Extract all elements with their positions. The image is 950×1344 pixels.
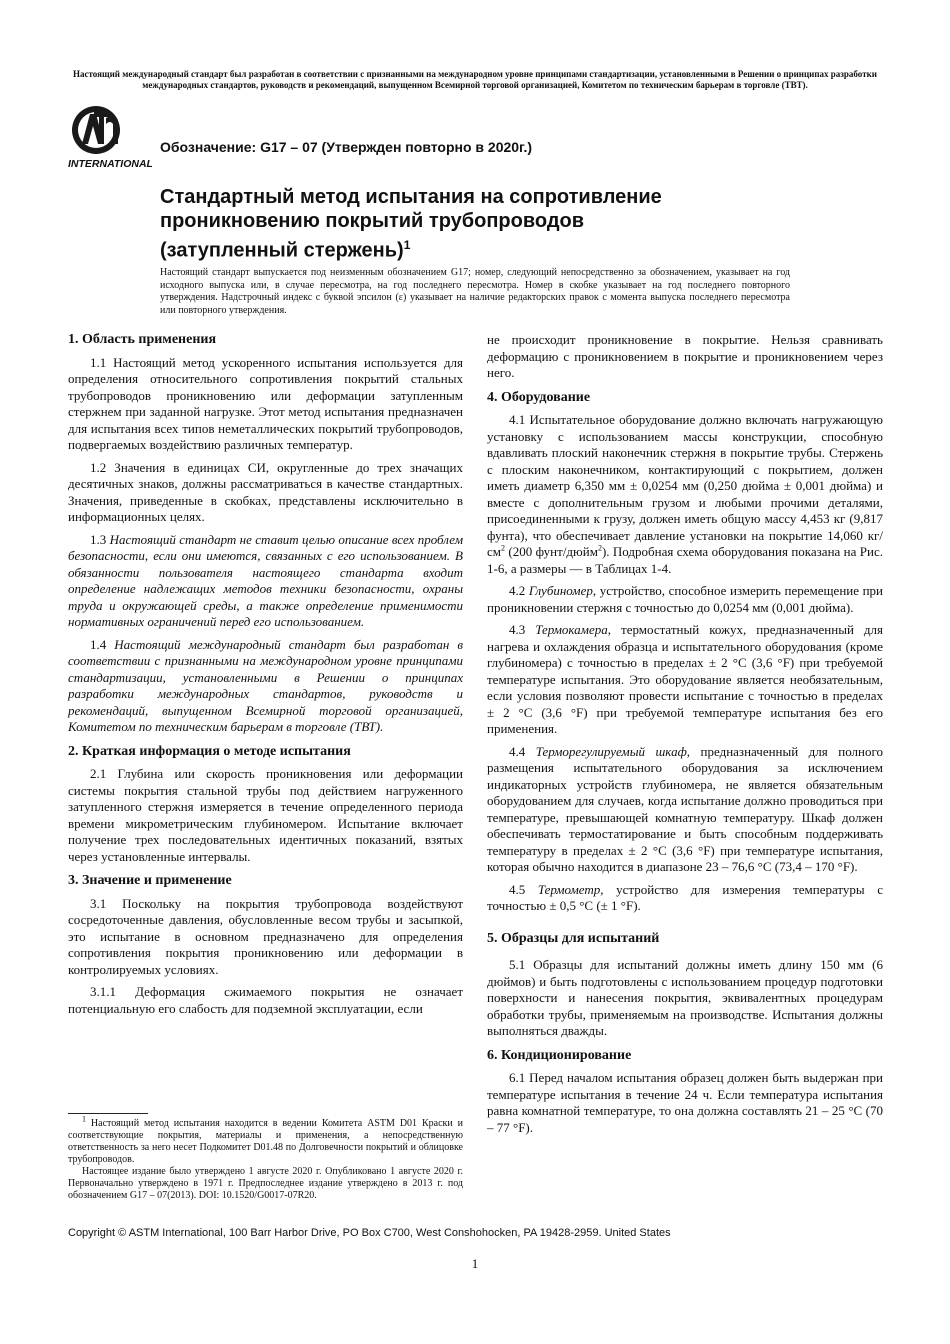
paragraph-4-5: 4.5 Термометр, устройство для измерения температуры с точностью ± 0,5 °C (± 1 °F). — [487, 881, 883, 913]
copyright-line: Copyright © ASTM International, 100 Barr Harbor Drive, PO Box C700, West Conshohocken, PA 19428-2959. United States — [68, 1227, 671, 1239]
designation: Обозначение: G17 – 07 (Утвержден повторно в 2020г.) — [160, 139, 533, 155]
paragraph-1-2: 1.2 Значения в единицах СИ, округленные до трех значащих десятичных знаков, должны рассматриваться в качестве стандартных. Значения, приведенные в скобках, представлены исключительно в информационных целях. — [68, 459, 463, 524]
paragraph-3-1-1-continued: не происходит проникновение в покрытие. Нельзя сравнивать деформацию с проникновением в покрытие и проникновением через него. — [487, 332, 883, 380]
astm-logo — [66, 104, 152, 170]
section-5-heading: 5. Образцы для испытаний — [487, 930, 660, 946]
section-2-heading: 2. Краткая информация о методе испытания — [68, 743, 351, 759]
paragraph-1-1: 1.1 Настоящий метод ускоренного испытания используется для определения относительного сопротивления покрытий стальных трубопроводов проникновению или деформации затупленным стержнем при заданной нагрузке. Этот метод испытания предназначен для испытания всех типов неметаллических покрытий трубопроводов, подвергаемых воздействию различных температур. — [68, 354, 463, 452]
left-column — [68, 332, 463, 1023]
title-line-2: проникновению покрытий трубопроводов — [160, 210, 585, 232]
footnote — [68, 1114, 463, 1202]
paragraph-5-1: 5.1 Образцы для испытаний должны иметь длину 150 мм (6 дюймов) и быть подготовлены с использованием процедур подготовки поверхности и нанесения покрытия, эквивалентных процедурам обработки трубы, применяемым на производстве. Испытания должны выполняться дважды. — [487, 957, 883, 1038]
section-4-heading: 4. Оборудование — [487, 389, 591, 405]
title-line-1: Стандартный метод испытания на сопротивление — [160, 186, 662, 208]
issued-note: Настоящий стандарт выпускается под неизменным обозначением G17; номер, следующий непосредственно за обозначением, указывает на год исходного выпуска или, в случае пересмотра, на год последнего пересмотра. Номер в скобке указывает на год последнего повторного утверждения. Надстрочный индекс с буквой эпсилон (ε) указывает на наличие редакторских правок с момента выпуска последнего пересмотра или повторного утверждения. — [160, 267, 790, 316]
section-1-heading: 1. Область применения — [68, 332, 217, 347]
footnote-paragraph-2: Настоящее издание было утверждено 1 августе 2020 г. Опубликовано 1 августе 2020 г. Первоначально утверждено в 1971 г. Предпоследнее издание утверждено в 2013 г. под обозначением G17 – 07(2013). DOI: 10.1520/G0017-07R20. — [68, 1166, 463, 1201]
footnote-paragraph-1: $^1$ Настоящий метод испытания находится в ведении Комитета ASTM D01 Краски и соответствующие покрытия, материалы и применения, а непосредственную ответственность за него несет Подкомитет D01.48 по Долговечности покрытий и облицовке трубопроводов. — [68, 1114, 463, 1165]
section-3-heading: 3. Значение и применение — [68, 873, 232, 888]
paragraph-1-3: 1.3 Настоящий стандарт не ставит целью описание всех проблем безопасности, если они имеются, связанных с его использованием. В обязанности пользователя настоящего стандарта входит определение надлежащих методов техники безопасности, охраны труда и окружающей среды, а также определение применимости нормативных ограничений перед его использованием. — [68, 531, 463, 629]
paragraph-3-1-1: 3.1.1 Деформация сжимаемого покрытия не означает потенциальную его слабость для подземной эксплуатации, если — [68, 984, 463, 1016]
title-line-3: (затупленный стержень)$^1$ — [160, 238, 411, 262]
page-number: 1 — [471, 1256, 479, 1271]
document-title — [160, 185, 820, 263]
paragraph-2-1: 2.1 Глубина или скорость проникновения или деформации системы покрытия стальной трубы под действием нагруженного затупленного стержня измеряется в течение определенного периода времени микрометрическим глубиномером. Испытание включает получение трех последовательных идентичных показаний, взятых через установленные интервалы. — [68, 766, 463, 864]
paragraph-4-1: 4.1 Испытательное оборудование должно включать нагружающую установку с использованием массы конструкции, способную вдавливать плоский наконечник стержня в покрытие трубы. Стержень с плоским наконечником, контактирующий с покрытием, должен иметь диаметр 6,350 мм ± 0,0254 мм (0,250 дюйма ± 0,001 дюйма) и вместе с дополнительным грузом и любыми прочими деталями, присоединенными к грузу, должен иметь общую массу 4,453 кг (9,817 фунта), что обеспечивает давление установки на покрытие 14,060 $кг/см^2$ (200 фунт/дюйм$^2$). Подробная схема оборудования показана на Рис. 1-6, а размеры — в Таблицах 1-4. — [487, 412, 883, 576]
section-6-heading: 6. Кондиционирование — [487, 1047, 632, 1063]
right-column — [487, 332, 883, 1142]
paragraph-4-4: 4.4 Терморегулируемый шкаф, предназначенный для полного размещения испытательного оборудования за исключением индикаторных устройств глубиномера, не является обязательным оборудованием для случаев, когда испытание должно проводиться при температуре, превышающей комнатную температуру. Шкаф должен обеспечивать термостатирование и быть способным поддерживать температуру в пределах ± 2 °C (3,6 °F) при температуре испытания, которая обычно находится в диапазоне 23 – 76,6 °C (73,4 – 170 °F). — [487, 743, 883, 874]
paragraph-1-4: 1.4 Настоящий международный стандарт был разработан в соответствии с признанными на международном уровне принципами стандартизации, установленными в Решении о принципах разработки международных стандартов, руководств и рекомендаций, выпущенном Всемирной торговой организацией, Комитетом по техническим барьерам в торговле (ТВТ). — [68, 636, 464, 734]
footnote-rule — [68, 1113, 148, 1114]
title-footnote-mark: 1 — [403, 238, 411, 252]
paragraph-3-1: 3.1 Поскольку на покрытия трубопровода воздействуют сосредоточенные давления, обусловленные весом трубы и засыпкой, это испытание в основном предназначено для определения сопротивления покрытия проникновению или деформации в контролируемых условиях. — [68, 895, 463, 977]
paragraph-4-2: 4.2 Глубиномер, устройство, способное измерить перемещение при проникновении стержня с точностью до 0,0254 мм (0,001 дюйма). — [487, 583, 884, 615]
astm-logo-icon — [66, 104, 152, 170]
paragraph-6-1: 6.1 Перед началом испытания образец должен быть выдержан при температуре испытания в течение 24 ч. Если температура испытания равна комнатной температуре, то она должна составлять 21 – 25 °C (70 – 77 °F). — [487, 1070, 883, 1135]
logo-text: INTERNATIONAL — [68, 158, 152, 170]
international-standard-notice: Настоящий международный стандарт был разработан в соответствии с признанными на международном уровне принципами стандартизации, установленными в Решении о принципах разработки международных стандартов, руководств и рекомендаций, выпущенном Всемирной торговой организацией, Комитетом по техническим барьерам в торговле (ТВТ). — [73, 69, 877, 90]
paragraph-4-3: 4.3 Термокамера, термостатный кожух, предназначенный для нагрева и охлаждения образца и испытательного оборудования (кроме глубиномера) с точностью в пределах ± 2 °C (3,6 °F) при требуемой температуре испытания. Это оборудование является необязательным, если условия позволяют провести испытание с точностью в пределах ± 2 °C (3,6 °F) при требуемой температуре испытания без его применения. — [487, 622, 883, 736]
